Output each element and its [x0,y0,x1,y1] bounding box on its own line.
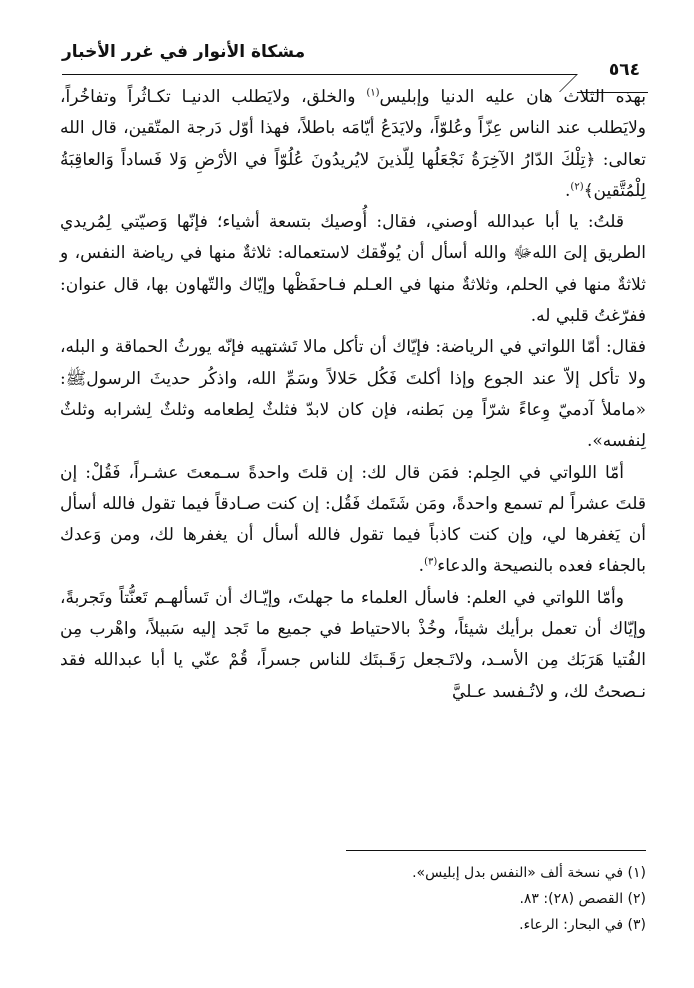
paragraph-4 [60,458,646,583]
paragraph-2: قلتُ: يا أبا عبدالله أوصني، فقال: أُوصيك بتسعة أشياء؛ فإنّها وَصيّتي لِمُريدي الطريق إلىَ اللهﷻ والله أسأل أن يُوفّقك لاستعماله: ثلاثةٌ منها في رياضة النفس، و ثلاثةٌ منها في الحلم، وثلاثةٌ منها في العـلم فـاحفَظْها وإيّاك والتّهاون بها، قال عنوان: ففرّغتُ قلبي له. [60,212,646,327]
paragraph-5: وأمّا اللواتي في العلم: فاسأل العلماء ما جهلتَ، وإيّـاك أن تَسألهـم تَعنُّتاً وتَجربةً، وإيّاك أن تعمل برأيك شيئاً، وخُذْ بالاحتياط في جميع ما تَجد إليه سَبيلاً، واهْرب مِن الفُتيا هَرَبَك مِن الأسـد، ولاتَـجعل رَقَـبتَك للناس جسراً، قُمْ عنّي يا أبا عبدالله فقد نـصحتُ لك، و لاتُـفسد عـليَّ [60,587,646,702]
page-number: ٥٦٤ [608,60,640,80]
paragraph-4-text-a: أمّا اللواتي في الحِلم: فمَن قال لك: إن قلتَ واحدةً سـمعتَ عشـراً، فَقُلْ: إن قلتَ عشراً لم تسمع واحدةً، ومَن شَتَمك فَقُل: إن كنت صـادقاً فيما تقول فالله أسأل أن يَغفرها لي، وإن كنت كاذباً فيما تقول فالله أسأل أن يغفرها لك، ومن وَعدك بالجفاء فعده بالنصيحة والدعاء [60,462,646,577]
paragraph-1 [60,82,646,207]
footnote-ref-1: (١) [366,87,380,99]
paragraph-3: فقال: أمّا اللواتي في الرياضة: فإيّاك أن تأكل مالا تَشتهيه فإنّه يورثُ الحماقة و البله، ولا تأكل إلاّ عند الجوع وإذا أكلتَ فَكُل حَلالاً وسَمِّ الله، واذكُر حديثَ الرسولﷺ: «ماملأ آدميّ وِعاءً شرّاً مِن بَطنه، فإن كان لابدّ فثلثٌ لِطعامه وثلثٌ لِشرابه وثلثٌ لِنفسه». [60,337,646,452]
footnote-3: (٣) في البحار: الرعاء. [519,917,646,933]
page-header [40,40,648,80]
footnote-ref-2: (٢) [570,181,584,193]
main-text [60,82,646,708]
paragraph-4-text-b: . [418,556,425,577]
footnotes [300,860,646,938]
footnote-ref-3: (٣) [424,556,438,568]
footnote-1: (١) في نسخة ألف «النفس بدل إبليس». [412,865,646,881]
running-title: مشكاة الأنوار في غرر الأخبار [62,42,306,62]
paragraph-1-text-c: . [565,180,571,201]
footnote-2: (٢) القصص (٢٨): ٨٣. [519,891,646,907]
footnote-separator [346,850,646,851]
paragraph-1-text-a: بهذه الثلاث هان عليه الدنيا وإبليس [379,87,646,107]
header-rule [62,74,577,75]
paragraph-1-text-b: والخلق، ولايَطلب الدنيـا تكـاثُراً وتفاخُراً، ولايَطلب عند الناس عِزّاً وعُلوّاً، ولايَدَعُ أيّامَه باطلاً، فهذا أوّل دَرجة المتّقين، قال الله تعالى: ﴿تِلْكَ الدّارُ الآخِرَةُ نَجْعَلُها لِلّذينَ لايُريدُونَ عُلُوّاً في الأرْضِ وَلا فَساداً وَالعاقِبَةُ لِلْمُتَّقين﴾ [60,87,646,201]
